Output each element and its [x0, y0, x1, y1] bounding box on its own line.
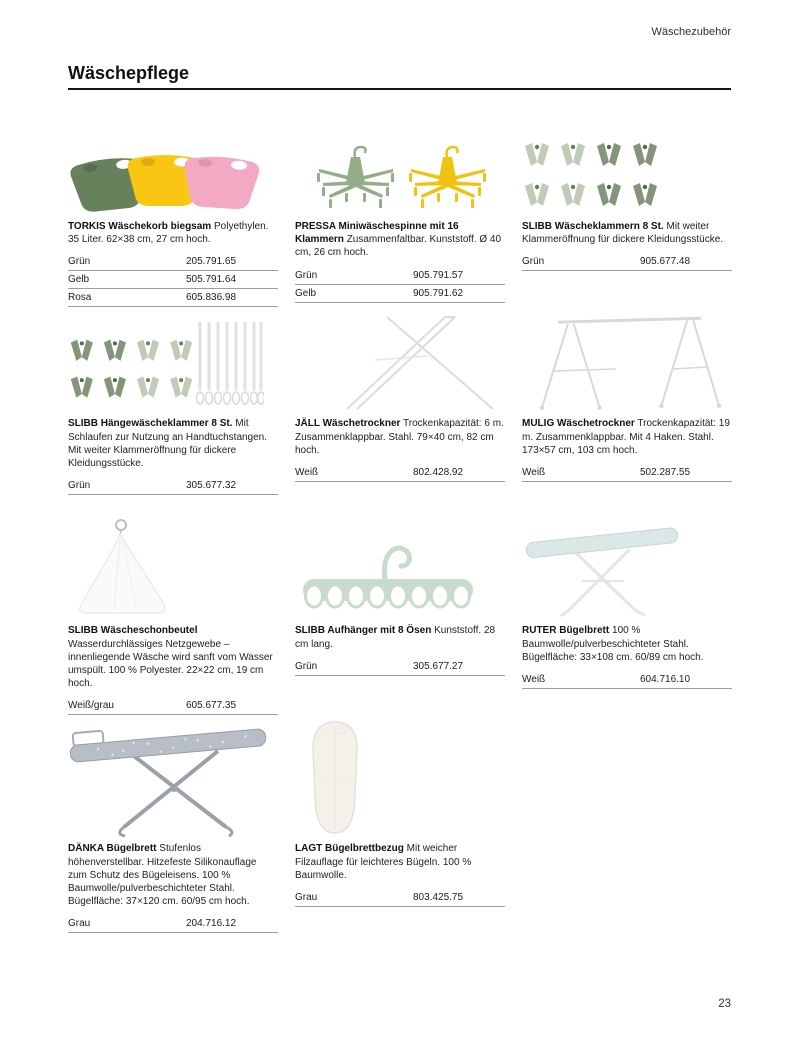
pegs-dark: [597, 143, 657, 206]
torkis-baskets-image: [68, 130, 278, 215]
variant-row: [295, 267, 505, 285]
product-slibb-haengewaescheklammer: [68, 307, 278, 495]
variant-article-number: 305.677.32: [186, 480, 237, 492]
variant-row: [68, 477, 278, 495]
product-description: Trockenkapazität: 19 m. Zusammenklappbar. Mit 4 Haken. Stahl. 173×57 cm, 103 cm hoch.: [522, 418, 730, 456]
lagt-cover-image: [295, 715, 505, 837]
variant-table: [295, 464, 505, 482]
page-title: Wäschepflege: [68, 63, 190, 83]
product-name: PRESSA Miniwäschespinne mit 16 Klammern: [295, 221, 459, 246]
product-text: [295, 220, 505, 260]
variant-row: [68, 289, 278, 307]
product-jaell: [295, 307, 505, 482]
variant-table: [68, 915, 278, 933]
product-lagt: [295, 715, 505, 907]
variant-article-number: 802.428.92: [413, 466, 464, 478]
product-name: LAGT Bügelbrettbezug: [295, 843, 404, 855]
product-grid-row: [68, 130, 732, 307]
slibb-hanging-pegs-image: [68, 307, 278, 412]
variant-color: Gelb: [295, 287, 317, 299]
variant-row: [295, 889, 505, 907]
product-mulig: [522, 307, 732, 482]
product-text: [68, 417, 278, 470]
slibb-mesh-bag-icon: [74, 517, 224, 619]
product-grid-row: [68, 715, 732, 933]
product-grid-row: [68, 307, 732, 512]
slibb-hanger-image: [295, 512, 505, 619]
variant-table: [295, 658, 505, 676]
jaell-rack-icon: [295, 312, 500, 412]
product-description: Polyethylen. 35 Liter. 62×38 cm, 27 cm hoch.: [68, 221, 269, 246]
product-text: [295, 417, 505, 457]
variant-article-number: 605.836.98: [186, 292, 237, 304]
product-text: [68, 624, 278, 690]
product-description: Mit weiter Klammeröffnung für dickere Kleidungsstücke.: [522, 221, 724, 246]
variant-article-number: 803.425.75: [413, 891, 464, 903]
variant-color: Weiß: [295, 466, 319, 478]
variant-row: [295, 658, 505, 676]
variant-row: [295, 464, 505, 482]
slibb-mesh-bag-image: [68, 512, 278, 619]
variant-row: [522, 253, 732, 271]
pressa-carousels-icon: [303, 137, 499, 215]
variant-article-number: 205.791.65: [186, 256, 237, 268]
slibb-hanger-icon: [297, 535, 479, 619]
ruter-board-image: [522, 512, 732, 619]
basket-rosa: [182, 154, 260, 210]
product-text: [68, 220, 278, 246]
ruter-board-icon: [524, 519, 689, 619]
variant-row: [68, 271, 278, 289]
pegs-light: [525, 143, 585, 206]
product-slibb-waescheklammern: [522, 130, 732, 271]
variant-table: [522, 253, 732, 271]
slibb-pegs-icon: [522, 139, 672, 215]
variant-color: Grün: [68, 256, 91, 268]
product-description: Zusammenfaltbar. Kunststoff. Ø 40 cm, 26 cm hoch.: [295, 234, 502, 259]
product-description: 100 % Baumwolle/pulverbeschichteter Stahl. Bügelfläche: 33×108 cm. 60/89 cm hoch.: [522, 625, 704, 663]
variant-table: [295, 889, 505, 907]
slibb-hanging-pegs-icon: [68, 320, 264, 412]
product-description: Wasserdurchlässiges Netzgewebe – innenliegende Wäsche wird sanft vom Wasser umspült. 100 % Polyester. 22×22 cm, 19 cm hoch.: [68, 638, 273, 690]
product-daenka: [68, 715, 278, 933]
product-slibb-aufhaenger: [295, 512, 505, 675]
page-number: 23: [718, 998, 731, 1010]
product-name: JÄLL Wäschetrockner: [295, 418, 401, 430]
product-description: Mit weicher Filzauflage für leichteres Bügeln. 100 % Baumwolle.: [295, 843, 472, 881]
variant-table: [68, 697, 278, 715]
variant-color: Weiß: [522, 673, 546, 685]
mini-dryer-green: [317, 157, 394, 208]
product-pressa: [295, 130, 505, 303]
variant-color: Grau: [295, 891, 318, 903]
variant-article-number: 905.791.57: [413, 269, 464, 281]
mini-dryer-yellow: [409, 157, 486, 208]
variant-color: Weiß/grau: [68, 700, 114, 712]
product-text: [295, 624, 505, 650]
variant-article-number: 305.677.27: [413, 660, 464, 672]
product-grid: [68, 130, 732, 933]
variant-table: [68, 253, 278, 307]
variant-row: [522, 464, 732, 482]
variant-row: [295, 285, 505, 303]
variant-color: Grün: [295, 269, 318, 281]
lagt-cover-icon: [303, 717, 367, 837]
variant-table: [522, 464, 732, 482]
variant-table: [522, 671, 732, 689]
product-description: Kunststoff. 28 cm lang.: [295, 625, 496, 650]
product-description: Trockenkapazität: 6 m. Zusammenklappbar. Stahl. 79×40 cm, 82 cm hoch.: [295, 418, 504, 456]
variant-article-number: 604.716.10: [640, 673, 691, 685]
variant-color: Weiß: [522, 466, 546, 478]
mulig-rack-icon: [528, 309, 732, 412]
variant-article-number: 502.287.55: [640, 466, 691, 478]
variant-table: [295, 267, 505, 303]
jaell-rack-image: [295, 307, 505, 412]
product-text: [522, 220, 732, 246]
variant-row: [68, 697, 278, 715]
product-text: [522, 624, 732, 664]
variant-table: [68, 477, 278, 495]
variant-row: [68, 253, 278, 271]
product-name: MULIG Wäschetrockner: [522, 418, 635, 430]
variant-color: Gelb: [68, 274, 90, 286]
variant-color: Grün: [68, 480, 91, 492]
daenka-board-image: [68, 715, 278, 837]
product-name: SLIBB Hängewäscheklammer 8 St.: [68, 418, 233, 430]
variant-article-number: 905.677.48: [640, 256, 691, 268]
variant-color: Grün: [295, 660, 318, 672]
variant-color: Grau: [68, 918, 91, 930]
variant-article-number: 605.677.35: [186, 700, 237, 712]
variant-color: Grün: [522, 256, 545, 268]
product-text: [68, 842, 278, 908]
product-name: SLIBB Aufhänger mit 8 Ösen: [295, 625, 432, 637]
variant-row: [68, 915, 278, 933]
product-text: [522, 417, 732, 457]
product-name: SLIBB Wäscheschonbeutel: [68, 625, 198, 637]
product-description: Mit Schlaufen zur Nutzung an Handtuchstangen. Mit weiter Klammeröffnung für dickere Kleidungsstücke.: [68, 418, 268, 469]
product-name: DÄNKA Bügelbrett: [68, 843, 157, 855]
mulig-rack-image: [522, 307, 732, 412]
variant-color: Rosa: [68, 292, 92, 304]
pressa-carousels-image: [295, 130, 505, 215]
product-torkis: [68, 130, 278, 307]
product-grid-row: [68, 512, 732, 715]
product-description: Stufenlos höhenverstellbar. Hitzefeste Silikonauflage zum Schutz des Bügeleisens. 100 % Baumwolle/pulverbeschichteter Stahl. Bügelfläche: 37×120 cm. 60/95 cm hoch.: [68, 843, 257, 908]
variant-article-number: 204.716.12: [186, 918, 237, 930]
title-rule: [68, 88, 731, 90]
product-name: SLIBB Wäscheklammern 8 St.: [522, 221, 664, 232]
torkis-baskets-icon: [68, 133, 264, 215]
variant-article-number: 505.791.64: [186, 274, 237, 286]
section-label: Wäschezubehör: [651, 26, 731, 38]
product-name: TORKIS Wäschekorb biegsam: [68, 221, 212, 232]
product-text: [295, 842, 505, 882]
product-ruter: [522, 512, 732, 689]
slibb-pegs-image: [522, 130, 732, 215]
product-slibb-waescheschonbeutel: [68, 512, 278, 715]
product-name: RUTER Bügelbrett: [522, 625, 610, 637]
hanging-loops: [200, 322, 261, 390]
daenka-board-icon: [68, 719, 273, 837]
variant-article-number: 905.791.62: [413, 287, 464, 299]
variant-row: [522, 671, 732, 689]
